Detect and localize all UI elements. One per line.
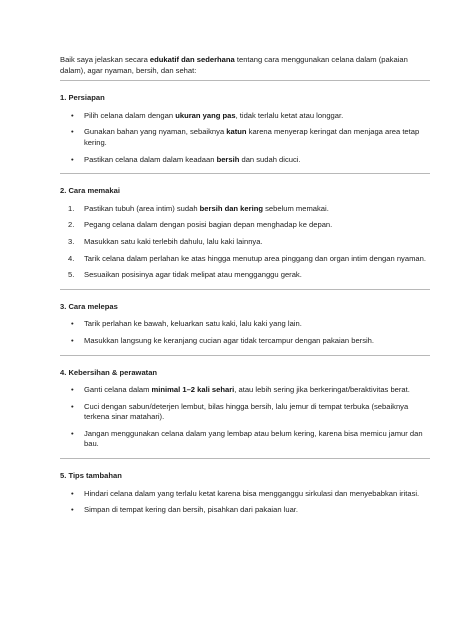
intro-text-2: saya jelaskan secara	[76, 55, 150, 64]
item-text: Tarik celana dalam perlahan ke atas hingga menutup area pinggang dan organ intim dengan nyaman.	[84, 253, 426, 263]
list-item	[60, 270, 430, 281]
numbered-list	[60, 204, 430, 281]
list-item	[60, 127, 430, 148]
item-text: Pegang celana dalam dengan posisi bagian depan menghadap ke depan.	[84, 220, 333, 230]
item-bold-text: minimal 1–2 kali sehari	[151, 385, 235, 395]
list-item	[60, 220, 430, 231]
item-text: Pastikan tubuh (area intim) sudah	[84, 203, 200, 213]
list-number: 1.	[68, 203, 75, 213]
list-item	[60, 336, 430, 347]
item-text: Masukkan satu kaki terlebih dahulu, lalu kaki lainnya.	[84, 236, 263, 246]
bullet-icon: •	[71, 335, 74, 345]
intro-text-1: Baik	[60, 55, 77, 64]
bullet-list	[60, 319, 430, 346]
item-text: , tidak terlalu ketat atau longgar.	[235, 110, 344, 120]
item-text: Ganti celana dalam	[84, 385, 152, 395]
item-text: Pilih celana dalam dengan	[84, 110, 176, 120]
list-item	[60, 402, 430, 423]
list-item	[60, 237, 430, 248]
bullet-list	[60, 385, 430, 450]
bullet-icon: •	[71, 110, 74, 120]
list-item	[60, 319, 430, 330]
bullet-icon: •	[71, 385, 74, 395]
bullet-icon: •	[71, 505, 74, 515]
section-divider	[60, 355, 430, 356]
item-text: dan sudah dicuci.	[239, 154, 301, 164]
item-bold-text: bersih	[216, 154, 240, 164]
item-text: Jangan menggunakan celana dalam yang lembap atau belum kering, karena bisa memicu jamur dan bau.	[84, 428, 423, 449]
intro-text-3: tentang cara menggunakan celana dalam (pakaian dalam), agar nyaman, bersih, dan sehat:	[60, 55, 408, 75]
section-4	[60, 368, 430, 451]
item-text: Hindari celana dalam yang terlalu ketat karena bisa mengganggu sirkulasi dan menyebabkan iritasi.	[84, 488, 420, 498]
bullet-list	[60, 111, 430, 165]
section-5	[60, 471, 430, 516]
item-text: , atau lebih sering jika berkeringat/beraktivitas berat.	[234, 385, 410, 395]
section-title: 1. Persiapan	[60, 93, 105, 103]
section-2	[60, 186, 430, 281]
item-text: Simpan di tempat kering dan bersih, pisahkan dari pakaian luar.	[84, 505, 299, 515]
item-bold-text: ukuran yang pas	[175, 110, 236, 120]
list-number: 2.	[68, 220, 75, 230]
item-text: Tarik perlahan ke bawah, keluarkan satu kaki, lalu kaki yang lain.	[84, 319, 302, 329]
section-3	[60, 302, 430, 347]
bullet-list	[60, 489, 430, 516]
section-divider	[60, 289, 430, 290]
section-1	[60, 93, 430, 165]
item-text: sebelum memakai.	[262, 203, 329, 213]
item-text: Masukkan langsung ke keranjang cucian agar tidak tercampur dengan pakaian bersih.	[84, 335, 375, 345]
list-item	[60, 385, 430, 396]
bullet-icon: •	[71, 319, 74, 329]
list-item	[60, 155, 430, 166]
list-number: 4.	[68, 253, 75, 263]
sections-container	[60, 80, 430, 516]
list-item	[60, 505, 430, 516]
bullet-icon: •	[71, 127, 74, 137]
item-text: karena menyerap keringat dan menjaga area tetap kering.	[84, 127, 420, 147]
item-bold-text: bersih dan kering	[199, 203, 263, 213]
list-number: 5.	[68, 270, 75, 280]
bullet-icon: •	[71, 488, 74, 498]
list-item	[60, 429, 430, 450]
intro-paragraph	[60, 55, 430, 76]
list-item	[60, 489, 430, 500]
section-title: 2. Cara memakai	[60, 186, 120, 196]
section-title: 3. Cara melepas	[60, 301, 118, 311]
section-divider	[60, 80, 430, 81]
intro-bold-text: edukatif dan sederhana	[149, 55, 235, 64]
item-text: Pastikan celana dalam dalam keadaan	[84, 154, 217, 164]
list-item	[60, 111, 430, 122]
item-text: Gunakan bahan yang nyaman, sebaiknya	[84, 127, 227, 137]
item-text: Cuci dengan sabun/deterjen lembut, bilas hingga bersih, lalu jemur di tempat terbuka (sebaiknya terkena sinar matahari).	[84, 401, 409, 422]
item-bold-text: katun	[226, 127, 247, 137]
bullet-icon: •	[71, 154, 74, 164]
item-text: Sesuaikan posisinya agar tidak melipat atau mengganggu gerak.	[84, 270, 302, 280]
section-title: 5. Tips tambahan	[60, 471, 122, 481]
list-number: 3.	[68, 236, 75, 246]
section-divider	[60, 173, 430, 174]
bullet-icon: •	[71, 401, 74, 411]
section-title: 4. Kebersihan & perawatan	[60, 367, 158, 377]
list-item	[60, 204, 430, 215]
list-item	[60, 254, 430, 265]
bullet-icon: •	[71, 428, 74, 438]
section-divider	[60, 458, 430, 459]
